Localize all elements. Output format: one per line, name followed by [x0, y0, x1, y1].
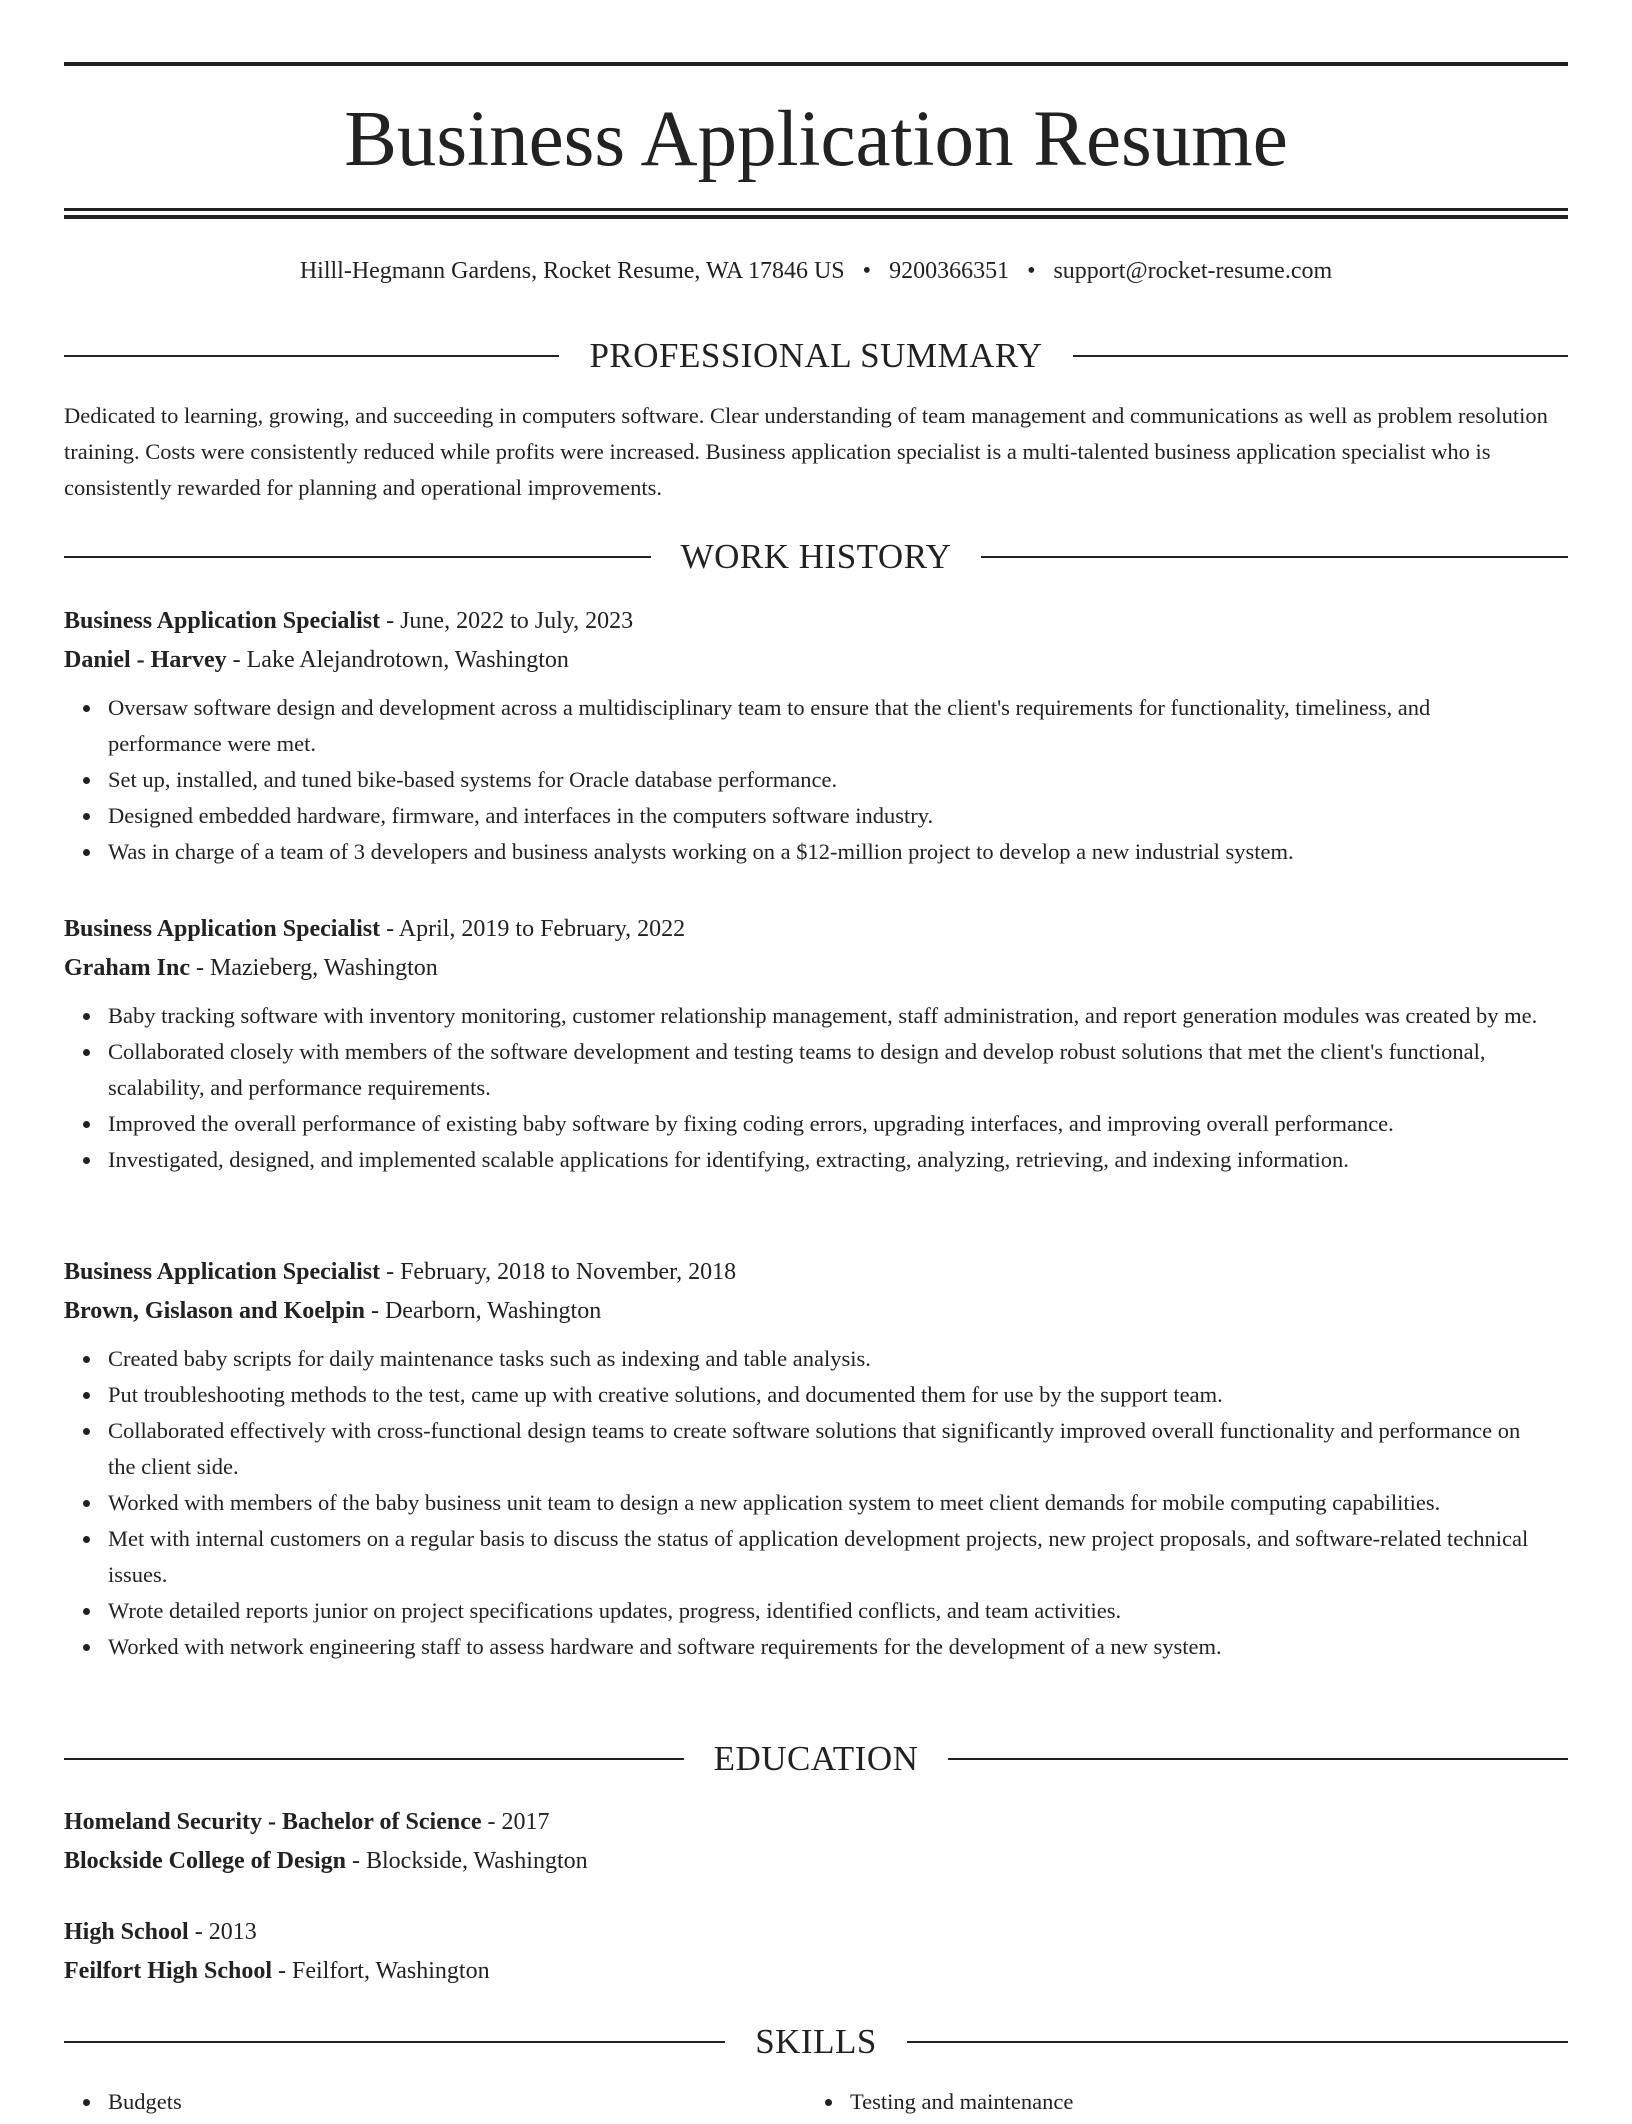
job-entry: [64, 1253, 1568, 1665]
header-rule-2: [64, 215, 1568, 219]
job-title: Business Application Specialist: [64, 608, 381, 634]
education-degree: High School: [64, 1919, 189, 1945]
job-dates: - February, 2018 to November, 2018: [380, 1259, 737, 1285]
list-item: Collaborated effectively with cross-functional design teams to create software solutions that significantly improved overall functionality and performance on the client side.: [108, 1413, 1568, 1485]
summary-text: Dedicated to learning, growing, and succeeding in computers software. Clear understanding of team management and communications as well as problem resolution training. Costs were consistently reduced while profits were increased. Business application specialist is a multi-talented business application specialist who is consistently rewarded for planning and operational improvements.: [64, 403, 1548, 500]
contact-phone: 9200366351: [889, 258, 1010, 284]
section-title-education: EDUCATION: [684, 1739, 949, 1778]
list-item: Worked with network engineering staff to assess hardware and software requirements for the development of a new system.: [108, 1629, 1568, 1665]
job-location: - Mazieberg, Washington: [190, 955, 438, 981]
section-title-skills: SKILLS: [725, 2022, 907, 2061]
job-title-line: [64, 1253, 1568, 1292]
contact-line: [64, 254, 1568, 288]
job-location: - Dearborn, Washington: [364, 1298, 602, 1324]
job-entry: [64, 910, 1568, 1178]
list-item: Was in charge of a team of 3 developers and business analysts working on a $12-million project to develop a new industrial system.: [108, 834, 1568, 870]
job-dates: - April, 2019 to February, 2022: [380, 916, 686, 942]
job-company: Brown, Gislason and Koelpin: [64, 1298, 365, 1324]
job-title: Business Application Specialist: [64, 916, 381, 942]
job-entry: [64, 602, 1568, 870]
job-dates: - June, 2022 to July, 2023: [380, 608, 634, 634]
skill-item: Budgets: [108, 2084, 182, 2120]
header-rule-1: [64, 208, 1568, 211]
education-year: - 2017: [481, 1809, 550, 1835]
job-company-line: [64, 949, 1568, 988]
list-item: Worked with members of the baby business unit team to design a new application system to meet client demands for mobile computing capabilities.: [108, 1485, 1568, 1521]
section-title-work: WORK HISTORY: [651, 537, 982, 576]
education-year: - 2013: [188, 1919, 257, 1945]
job-title-line: [64, 910, 1568, 949]
section-header-summary: [64, 334, 1568, 378]
contact-address: Hilll-Hegmann Gardens, Rocket Resume, WA 17846 US: [299, 258, 845, 284]
education-school-line: [64, 1842, 1568, 1881]
list-item: Met with internal customers on a regular basis to discuss the status of application development projects, new project proposals, and software-related technical issues.: [108, 1521, 1568, 1593]
list-item: Oversaw software design and development across a multidisciplinary team to ensure that the client's requirements for functionality, timeliness, and performance were met.: [108, 690, 1568, 762]
skills-list: [64, 2084, 1568, 2124]
education-entry: [64, 1913, 1568, 1991]
job-company: Daniel - Harvey: [64, 647, 227, 673]
job-title-line: [64, 602, 1568, 641]
list-item: Investigated, designed, and implemented scalable applications for identifying, extracting, analyzing, retrieving, and indexing information.: [108, 1142, 1568, 1178]
section-header-work: [64, 535, 1568, 579]
resume-title: Business Application Resume: [344, 96, 1288, 183]
job-company: Graham Inc: [64, 955, 190, 981]
education-degree-line: [64, 1913, 1568, 1952]
education-school: Blockside College of Design: [64, 1848, 346, 1874]
list-item: Created baby scripts for daily maintenance tasks such as indexing and table analysis.: [108, 1341, 1568, 1377]
list-item: Improved the overall performance of existing baby software by fixing coding errors, upgrading interfaces, and improving overall performance.: [108, 1106, 1568, 1142]
education-degree-line: [64, 1803, 1568, 1842]
job-title: Business Application Specialist: [64, 1259, 381, 1285]
job-bullets: [64, 1341, 1568, 1665]
education-school: Feilfort High School: [64, 1958, 272, 1984]
section-title-summary: PROFESSIONAL SUMMARY: [559, 336, 1072, 375]
contact-separator: •: [1027, 258, 1036, 284]
contact-email: support@rocket-resume.com: [1053, 258, 1333, 284]
education-entry: [64, 1803, 1568, 1881]
education-school-line: [64, 1952, 1568, 1991]
section-header-skills: [64, 2020, 1568, 2064]
job-bullets: [64, 690, 1568, 870]
education-location: - Blockside, Washington: [346, 1848, 588, 1874]
list-item: Baby tracking software with inventory monitoring, customer relationship management, staff administration, and report generation modules was created by me.: [108, 998, 1568, 1034]
section-header-education: [64, 1737, 1568, 1781]
education-location: - Feilfort, Washington: [271, 1958, 490, 1984]
list-item: Designed embedded hardware, firmware, and interfaces in the computers software industry.: [108, 798, 1568, 834]
job-bullets: [64, 998, 1568, 1178]
job-company-line: [64, 1292, 1568, 1331]
job-company-line: [64, 641, 1568, 680]
list-item: Put troubleshooting methods to the test, came up with creative solutions, and documented them for use by the support team.: [108, 1377, 1568, 1413]
job-location: - Lake Alejandrotown, Washington: [226, 647, 569, 673]
education-degree: Homeland Security - Bachelor of Science: [64, 1809, 482, 1835]
list-item: Collaborated closely with members of the software development and testing teams to design and develop robust solutions that met the client's functional, scalability, and performance requirements.: [108, 1034, 1568, 1106]
summary-block: [64, 398, 1568, 506]
skill-item: Testing and maintenance: [850, 2084, 1073, 2120]
list-item: Set up, installed, and tuned bike-based systems for Oracle database performance.: [108, 762, 1568, 798]
header-top-rule: [64, 62, 1568, 66]
list-item: Wrote detailed reports junior on project specifications updates, progress, identified conflicts, and team activities.: [108, 1593, 1568, 1629]
contact-separator: •: [862, 258, 872, 284]
